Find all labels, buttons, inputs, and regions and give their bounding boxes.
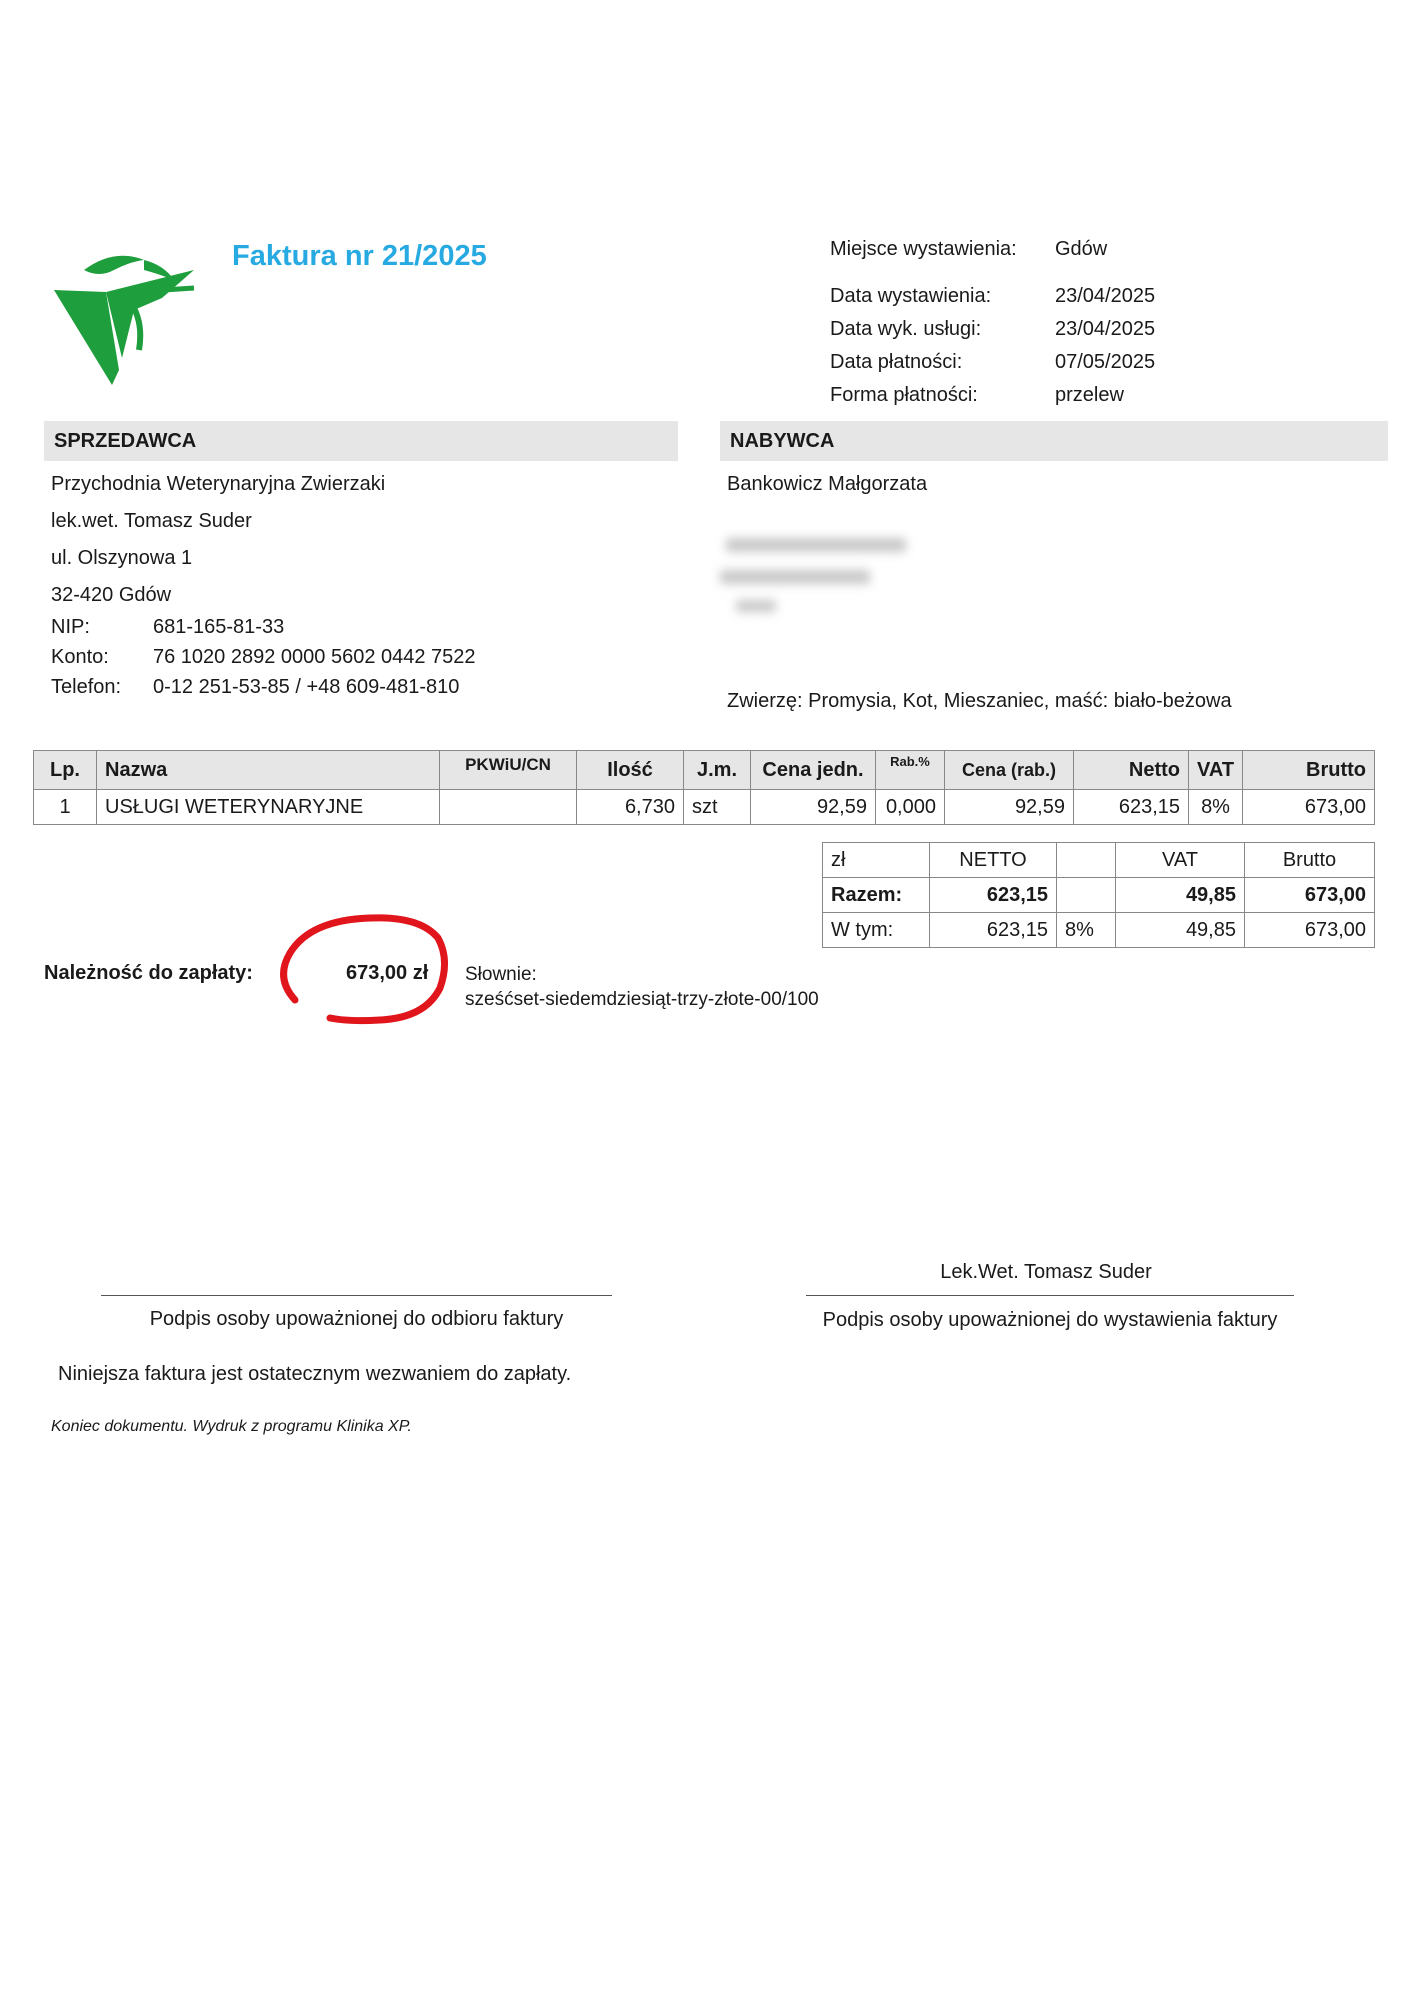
- table-row: [34, 790, 1375, 825]
- phone-value: 0-12 251-53-85 / +48 609-481-810: [153, 676, 460, 698]
- invoice-title: Faktura nr 21/2025: [232, 240, 487, 272]
- seller-nip: [51, 612, 476, 642]
- col-qty: Ilość: [577, 751, 684, 790]
- meta-value: 23/04/2025: [1055, 285, 1156, 307]
- phone-label: Telefon:: [51, 676, 122, 698]
- invoice-meta: [830, 238, 1155, 412]
- totals-brutto-header: Brutto: [1245, 843, 1375, 878]
- account-label: Konto:: [51, 646, 109, 668]
- account-value: 76 1020 2892 0000 5602 0442 7522: [153, 646, 476, 668]
- amount-due-value: 673,00 zł: [346, 962, 429, 984]
- receiver-signature-label: Podpis osoby upoważnionej do odbioru faktury: [149, 1308, 564, 1330]
- totals-of-which-brutto: 673,00: [1245, 913, 1375, 948]
- final-notice: Niniejsza faktura jest ostatecznym wezwaniem do zapłaty.: [58, 1363, 572, 1385]
- meta-value: 07/05/2025: [1055, 351, 1156, 373]
- totals-of-which-row: [823, 913, 1375, 948]
- meta-issue-date: [830, 280, 1155, 313]
- amount-words-label: Słownie:: [465, 964, 537, 985]
- document-footer: Koniec dokumentu. Wydruk z programu Klinika XP.: [51, 1418, 412, 1435]
- col-pkwiu: PKWiU/CN: [440, 751, 577, 790]
- totals-of-which-label: W tym:: [823, 913, 930, 948]
- col-brutto: Brutto: [1243, 751, 1375, 790]
- issuer-name: Lek.Wet. Tomasz Suder: [940, 1261, 1152, 1283]
- meta-label: Data wystawienia:: [830, 285, 992, 307]
- col-unit: J.m.: [684, 751, 751, 790]
- redacted-address: [716, 528, 916, 628]
- meta-value: przelew: [1055, 384, 1124, 406]
- meta-payment-method: [830, 379, 1155, 412]
- seller-line: Przychodnia Weterynaryjna Zwierzaki: [51, 473, 386, 495]
- cell-lp: 1: [34, 790, 97, 825]
- totals-header-row: [823, 843, 1375, 878]
- items-header-row: [34, 751, 1375, 790]
- meta-label: Forma płatności:: [830, 384, 978, 406]
- seller-line: 32-420 Gdów: [51, 584, 172, 606]
- totals-sum-row: [823, 878, 1375, 913]
- seller-details: [51, 612, 476, 702]
- totals-of-which-netto: 623,15: [930, 913, 1057, 948]
- amount-due-label: Należność do zapłaty:: [44, 962, 253, 984]
- totals-vat-header: VAT: [1116, 843, 1245, 878]
- seller-heading: SPRZEDAWCA: [44, 421, 678, 461]
- nip-value: 681-165-81-33: [153, 616, 285, 638]
- totals-netto-header: NETTO: [930, 843, 1057, 878]
- meta-payment-date: [830, 346, 1155, 379]
- seller-line: lek.wet. Tomasz Suder: [51, 510, 252, 532]
- cell-brutto: 673,00: [1243, 790, 1375, 825]
- totals-sum-label: Razem:: [823, 878, 930, 913]
- totals-sum-vat: 49,85: [1116, 878, 1245, 913]
- amount-words-value: sześćset-siedemdziesiąt-trzy-złote-00/100: [465, 989, 819, 1010]
- seller-phone: [51, 672, 476, 702]
- seller-account: [51, 642, 476, 672]
- totals-of-which-rate: 8%: [1057, 913, 1116, 948]
- cell-name: USŁUGI WETERYNARYJNE: [97, 790, 440, 825]
- meta-label: Miejsce wystawienia:: [830, 238, 1017, 260]
- col-name: Nazwa: [97, 751, 440, 790]
- nip-label: NIP:: [51, 616, 90, 638]
- meta-label: Data wyk. usługi:: [830, 318, 982, 340]
- items-table: [33, 750, 1375, 825]
- cell-unit-price: 92,59: [751, 790, 876, 825]
- animal-info: Zwierzę: Promysia, Kot, Mieszaniec, maść: biało-beżowa: [727, 690, 1232, 712]
- totals-sum-netto: 623,15: [930, 878, 1057, 913]
- issuer-signature-line: [806, 1295, 1294, 1296]
- cell-discounted-price: 92,59: [945, 790, 1074, 825]
- meta-service-date: [830, 313, 1155, 346]
- issuer-signature-label: Podpis osoby upoważnionej do wystawienia faktury: [822, 1309, 1278, 1331]
- buyer-name: Bankowicz Małgorzata: [727, 473, 928, 495]
- cell-discount: 0,000: [876, 790, 945, 825]
- col-unit-price: Cena jedn.: [751, 751, 876, 790]
- col-discounted-price: Cena (rab.): [945, 751, 1074, 790]
- totals-rate-header: [1057, 843, 1116, 878]
- totals-sum-brutto: 673,00: [1245, 878, 1375, 913]
- col-discount: Rab.%: [876, 751, 945, 790]
- totals-of-which-vat: 49,85: [1116, 913, 1245, 948]
- totals-sum-rate: [1057, 878, 1116, 913]
- cell-qty: 6,730: [577, 790, 684, 825]
- vet-clinic-logo-icon: [44, 240, 204, 400]
- cell-netto: 623,15: [1074, 790, 1189, 825]
- meta-value: 23/04/2025: [1055, 318, 1156, 340]
- seller-line: ul. Olszynowa 1: [51, 547, 193, 569]
- cell-vat: 8%: [1189, 790, 1243, 825]
- buyer-heading: NABYWCA: [720, 421, 1388, 461]
- col-lp: Lp.: [34, 751, 97, 790]
- totals-currency: zł: [823, 843, 930, 878]
- seller-address: [51, 466, 385, 614]
- meta-place: [830, 238, 1155, 280]
- meta-label: Data płatności:: [830, 351, 963, 373]
- col-vat: VAT: [1189, 751, 1243, 790]
- cell-unit: szt: [684, 790, 751, 825]
- receiver-signature-line: [101, 1295, 612, 1296]
- cell-pkwiu: [440, 790, 577, 825]
- totals-table: [822, 842, 1375, 948]
- meta-value: Gdów: [1055, 238, 1108, 260]
- col-netto: Netto: [1074, 751, 1189, 790]
